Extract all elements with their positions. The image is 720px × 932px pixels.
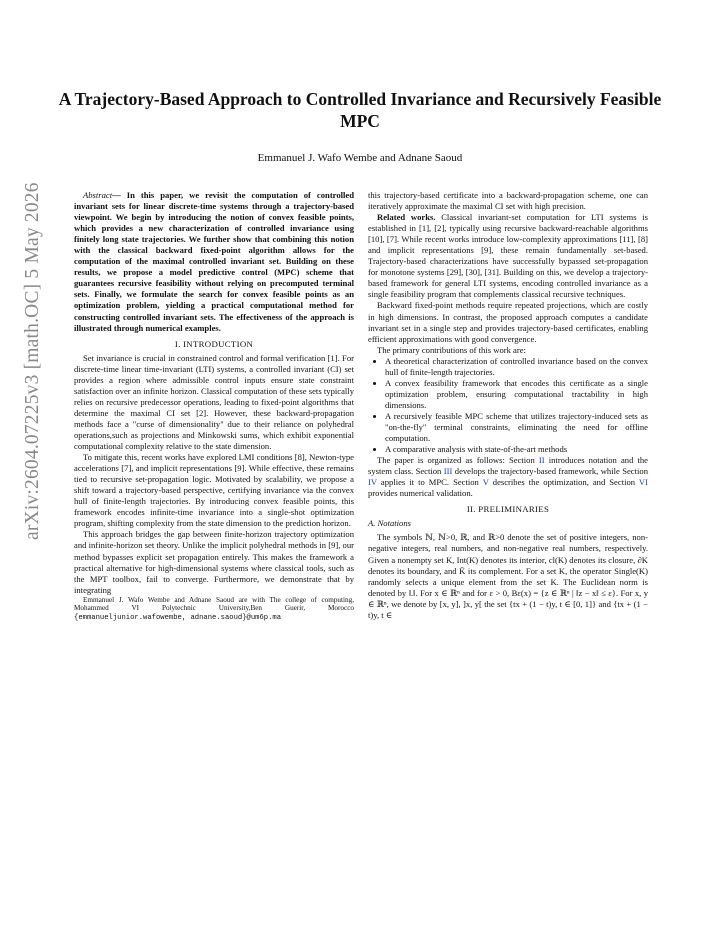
related-works-text: Classical invariant-set computation for LTI systems is established in [1], [2], typically using recursive backward-reachable algorithms [10], [7]. While recent works introduce low-complexity approximations [11], [8] and implicit representations [9], these remain fundamentally set-based. Trajectory-based characterizations have successfully bypassed set-propagation for monotone systems [29], [30], [31]. Building on this, we develop a trajectory-based framework for general LTI systems, encoding controlled invariance as a single feasibility program that complements classical recursive techniques. (368, 212, 648, 300)
intro-paragraph-1: Set invariance is crucial in constrained control and formal verification [1]. For discrete-time linear time-invariant (LTI) systems, a controlled invariant (CI) set provides a region where admissible control inputs ensure state constraint satisfaction over an infinite horizon. Classical computation of these sets typically relies on recursive predecessor operations, leading to fixed-point algorithms that determine the maximal CI set [2]. However, these backward-propagation methods face a "curse of dimensionality" due to their reliance on polyhedral operations,such as projections and Minkowski sums, which exhibit exponential computational complexity relative to the state dimension. (74, 352, 354, 452)
section-link-2[interactable]: II (538, 455, 545, 466)
org-text: applies it to MPC. Section (376, 477, 483, 488)
section-link-3[interactable]: III (443, 466, 453, 477)
org-text: The paper is organized as follows: Section (377, 455, 539, 466)
section-heading-preliminaries: II. PRELIMINARIES (466, 504, 550, 515)
section-heading-introduction: I. INTRODUCTION (174, 338, 254, 349)
footnote-emails: {emmanueljunior.wafowembe, adnane.saoud}@um6p.ma (74, 613, 282, 622)
arxiv-identifier: arXiv:2604.07225v3 [math.OC] 5 May 2026 (22, 182, 43, 540)
related-works-paragraph (368, 212, 648, 300)
org-text: describes the optimization, and Section (488, 477, 639, 488)
footnote-text: Emmanuel J. Wafo Wembe and Adnane Saoud are with The college of computing, Mohammed VI Polytechnic University,Ben Guerir, Morocco (74, 595, 354, 613)
contribution-item: • A comparative analysis with state-of-the-art methods (385, 444, 648, 455)
paper-title: A Trajectory-Based Approach to Controlled Invariance and Recursively Feasible MPC (58, 89, 662, 131)
contribution-item: • A convex feasibility framework that encodes this certificate as a single optimization problem, ensuring computational tractability in high dimensions. (385, 378, 648, 411)
intro-paragraph-4: this trajectory-based certificate into a backward-propagation scheme, one can iteratively approximate the maximal CI set with high precision. (368, 190, 648, 212)
contributions-intro: The primary contributions of this work are: (377, 344, 526, 355)
intro-paragraph-5: Backward fixed-point methods require repeated projections, which are costly in high dimensions. In contrast, the proposed approach computes a candidate invariant set in a single step and provides trajectory-based certificates, enabling efficient approximations with good convergence. (368, 300, 648, 344)
abstract-label: Abstract (83, 190, 113, 200)
org-text: provides numerical validation. (368, 488, 473, 499)
contributions-list (368, 356, 648, 455)
paper-authors: Emmanuel J. Wafo Wembe and Adnane Saoud (257, 152, 463, 164)
related-works-label: Related works. (377, 212, 436, 223)
abstract-text: — In this paper, we revisit the computation of controlled invariant sets for linear discrete-time systems through a trajectory-based viewpoint. We begin by introducing the notion of convex feasible points, which provides a new characterization of controlled invariance using finitely long state trajectories. We further show that combining this notion with the classical backward fixed-point algorithm allows for the computation of the maximal controlled invariant set. Building on these results, we propose a model predictive control (MPC) scheme that guarantees recursive feasibility without relying on precomputed terminal sets. Finally, we formulate the search for convex feasible points as an optimization problem, yielding a practical computational method for constructing controlled invariant sets. The effectiveness of the approach is illustrated through numerical examples. (74, 190, 354, 333)
organization-paragraph (368, 455, 648, 499)
right-column (368, 190, 648, 621)
footnote (74, 596, 354, 622)
contribution-item: • A recursively feasible MPC scheme that utilizes trajectory-induced sets as "on-the-fly" terminal constraints, eliminating the need for offline computation. (385, 411, 648, 444)
section-link-4[interactable]: IV (368, 477, 377, 488)
contribution-item: • A theoretical characterization of controlled invariance based on the convex hull of finite-length trajectories. (385, 356, 648, 378)
abstract (74, 190, 354, 334)
section-link-5[interactable]: V (482, 477, 489, 488)
org-text: introduces notation and the system class. Section (368, 455, 648, 477)
left-column (74, 190, 354, 622)
subsection-heading-notations: A. Notations (368, 518, 411, 529)
intro-paragraph-2: To mitigate this, recent works have explored LMI conditions [8], Newton-type accelerations [7], and implicit representations [9]. While effective, these remains tied to recursive set-propagation logic. Motivated by scalability, we propose a shift toward a trajectory-based perspective, certifying invariance via the convex hull of finite-length trajectories. By introducing convex feasible points, this framework encodes infinite-time invariance into a single-shot optimization program, shifting complexity from the state dimension to the prediction horizon. (74, 452, 354, 529)
section-link-6[interactable]: VI (638, 477, 648, 488)
org-text: develops the trajectory-based framework, while Section (452, 466, 648, 477)
notations-paragraph: The symbols ℕ, ℕ>0, ℝ, and ℝ>0 denote the set of positive integers, non-negative integers, real numbers, and non-negative real numbers, respectively. Given a nonempty set K, Int(K) denotes its interior, cl(K) denotes its closure, ∂K denotes its boundary, and K̄ its complement. For a set K, the operator Single(K) randomly selects a unique element from the set K. The Euclidean norm is denoted by ‖.‖. For x ∈ ℝⁿ and for ε > 0, Bε(x) = {z ∈ ℝⁿ | ‖z − x‖ ≤ ε}. For x, y ∈ ℝⁿ, we denote by [x, y], ]x, y[ the set {tx + (1 − t)y, t ∈ [0, 1]} and {tx + (1 − t)y, t ∈ (368, 532, 648, 620)
intro-paragraph-3: This approach bridges the gap between finite-horizon trajectory optimization and infinite-horizon set theory. Unlike the implicit polyhedral methods in [9], our method bypasses explicit set propagation entirely. This makes the framework a practical alternative for high-dimensional systems where classical tools, such as the MPT toolbox, fail to converge. Furthermore, we demonstrate that by integrating (74, 529, 354, 595)
